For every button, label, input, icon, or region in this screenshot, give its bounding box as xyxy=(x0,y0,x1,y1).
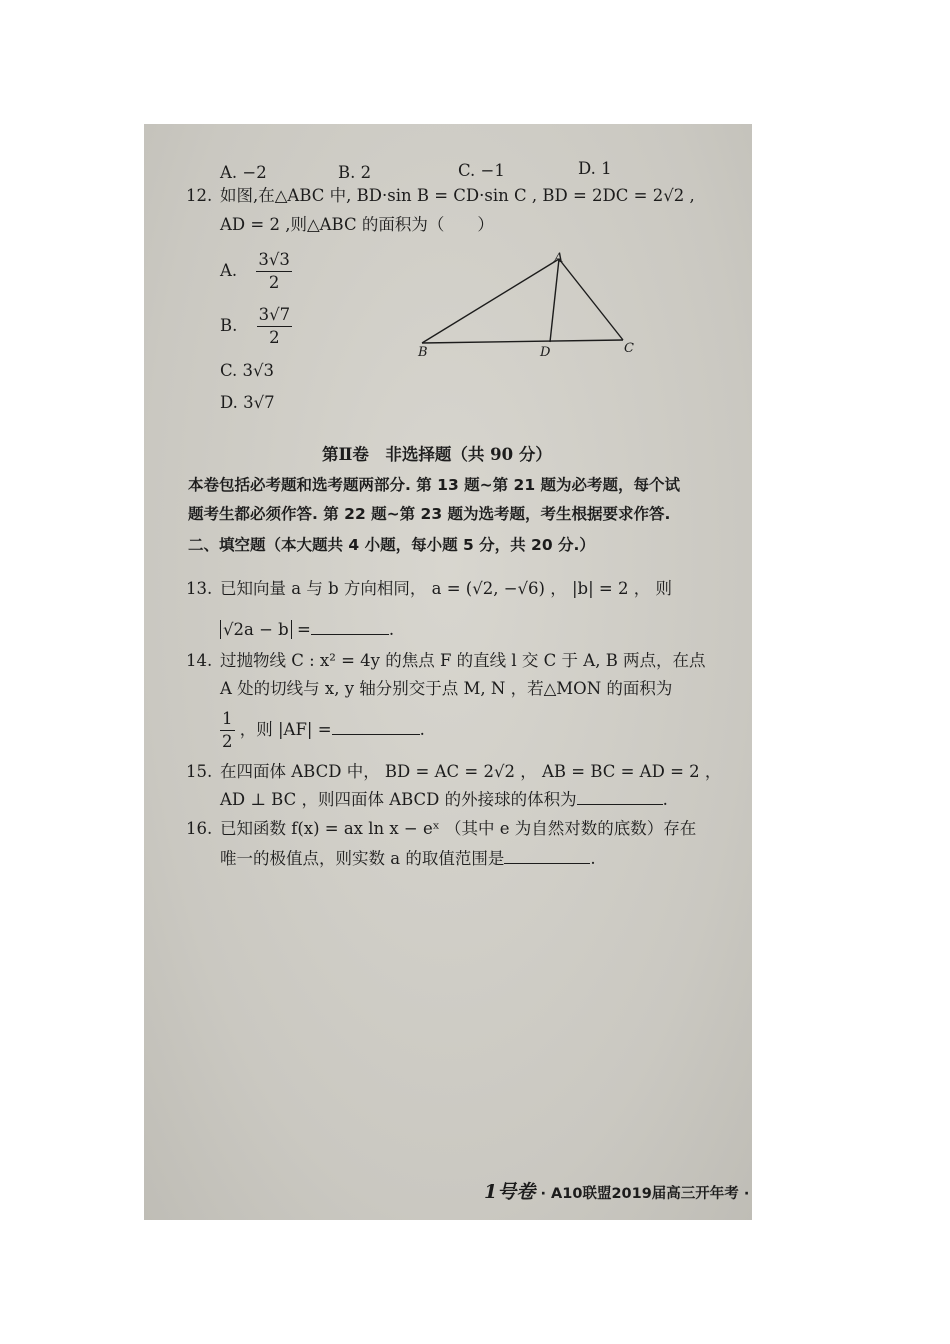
footer-text: · A10联盟2019届高三开年考 · xyxy=(540,1186,750,1202)
side-ac xyxy=(559,259,623,340)
section-2-title: 第Ⅱ卷 非选择题（共 90 分） xyxy=(322,445,552,464)
q14-line-2: A 处的切线与 x, y 轴分别交于点 M, N ，若△MON 的面积为 xyxy=(220,679,673,698)
q11-option-c: C. −1 xyxy=(458,161,505,180)
q12-option-a-denominator: 2 xyxy=(268,273,280,292)
q15-line-2-text: AD ⊥ BC ，则四面体 ABCD 的外接球的体积为 xyxy=(220,790,577,809)
segment-ad xyxy=(550,259,559,342)
q13-abs-expression: √2a − b xyxy=(220,620,292,639)
q13-number: 13. xyxy=(186,579,213,598)
q14-line-3-text: ，则 |AF| = xyxy=(239,720,332,739)
q14-answer-blank xyxy=(332,718,420,735)
q12-option-b-fraction xyxy=(257,304,293,349)
q12-option-a-label: A. xyxy=(220,261,238,280)
q16-answer-blank xyxy=(504,847,590,864)
q12-option-a-numerator: 3√3 xyxy=(256,249,292,272)
q16-line-1: 已知函数 f(x) = ax ln x − eˣ （其中 e 为自然对数的底数）存在 xyxy=(220,819,697,838)
q12-option-b-denominator: 2 xyxy=(269,328,280,347)
q11-option-a: A. −2 xyxy=(220,163,267,182)
q14-number: 14. xyxy=(186,651,213,670)
q15-period: . xyxy=(662,790,668,809)
q16-line-2-text: 唯一的极值点，则实数 a 的取值范围是 xyxy=(220,849,505,868)
section-2-intro-line-2: 题考生都必须作答. 第 22 题~第 23 题为选考题，考生根据要求作答. xyxy=(188,505,671,523)
footer xyxy=(484,1181,749,1205)
q14-line-1: 过抛物线 C : x² = 4y 的焦点 F 的直线 l 交 C 于 A, B 两点，在点 xyxy=(220,651,706,670)
q14-fraction-numerator: 1 xyxy=(220,708,235,731)
q12-option-a xyxy=(220,249,292,294)
q14-fraction xyxy=(220,708,235,753)
q12-option-b-label: B. xyxy=(220,316,238,335)
q16-period: . xyxy=(590,849,596,868)
fill-in-heading: 二、填空题（本大题共 4 小题，每小题 5 分，共 20 分.） xyxy=(188,536,595,554)
footer-logo: 1号卷 xyxy=(484,1181,536,1203)
q12-option-b xyxy=(220,304,292,349)
q15-line-2 xyxy=(220,788,668,811)
q13-equals: = xyxy=(296,620,311,639)
q12-line-2: AD = 2 ,则△ABC 的面积为（ ） xyxy=(220,215,494,234)
section-2-intro-line-1: 本卷包括必考题和选考题两部分. 第 13 题~第 21 题为必考题，每个试 xyxy=(188,476,680,494)
q14-line-3 xyxy=(220,708,425,753)
q16-number: 16. xyxy=(186,819,213,838)
q16-line-2 xyxy=(220,847,596,870)
q12-line-1: 如图,在△ABC 中, BD·sin B = CD·sin C , BD = 2DC = 2√2 , xyxy=(220,186,695,205)
side-bc xyxy=(422,340,623,343)
vertex-c-label: C xyxy=(624,341,634,356)
q14-fraction-denominator: 2 xyxy=(222,732,233,751)
side-ab xyxy=(422,259,559,343)
q14-period: . xyxy=(419,720,425,739)
q15-answer-blank xyxy=(577,788,663,805)
q11-option-b: B. 2 xyxy=(338,163,372,182)
q12-number: 12. xyxy=(186,186,213,205)
q15-line-1: 在四面体 ABCD 中， BD = AC = 2√2 ， AB = BC = AD = 2 ， xyxy=(220,762,722,781)
q12-option-b-numerator: 3√7 xyxy=(257,304,293,327)
q13-line-2 xyxy=(220,618,394,641)
q12-option-a-fraction xyxy=(256,249,292,294)
vertex-a-label: A xyxy=(554,251,564,266)
q12-option-d: D. 3√7 xyxy=(220,393,275,412)
q13-answer-blank xyxy=(311,618,389,635)
q11-option-d: D. 1 xyxy=(578,159,612,178)
q12-option-c: C. 3√3 xyxy=(220,361,275,380)
point-d-label: D xyxy=(540,345,551,360)
q13-line-1: 已知向量 a 与 b 方向相同， a = (√2, −√6) ， |b| = 2 ， 则 xyxy=(220,579,672,598)
triangle-abc-figure xyxy=(410,248,640,363)
q15-number: 15. xyxy=(186,762,213,781)
q13-period: . xyxy=(388,620,395,639)
vertex-b-label: B xyxy=(418,345,428,360)
